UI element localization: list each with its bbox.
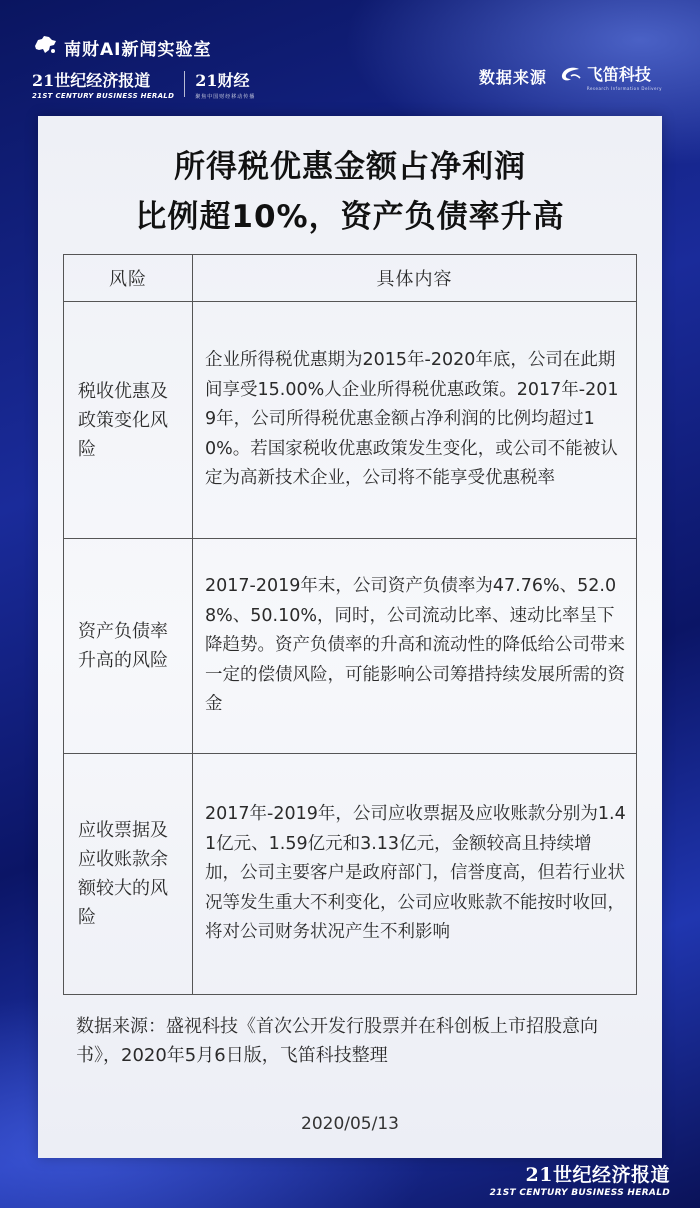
brand-21caijing-tag: 聚焦中国财经移动传播 — [195, 94, 256, 100]
source-note: 数据来源：盛视科技《首次公开发行股票并在科创板上市招股意向书》，2020年5月6日版，飞笛科技整理 — [76, 1016, 598, 1066]
footer-brand-cn: 21世纪经济报道 — [525, 1164, 670, 1186]
feidi-logo-icon — [559, 66, 583, 88]
lab-name: 南财AI新闻实验室 — [64, 39, 212, 60]
title-line-1: 所得税优惠金额占净利润 — [174, 149, 526, 185]
feidi-name-en: Research Information Delivery — [586, 86, 662, 91]
risk-content: 2017年-2019年，公司应收票据及应收账款分别为1.41亿元、1.59亿元和3.13亿元，金额较高且持续增加，公司主要客户是政府部门，信誉度高，但若行业状况等发生重大不利变化，公司应收账款不能按时收回，将对公司财务状况产生不利影响 — [193, 754, 637, 995]
risk-table — [63, 254, 637, 995]
risk-content: 企业所得税优惠期为2015年-2020年底，公司在此期间享受15.00%人企业所得税优惠政策。2017年-2019年，公司所得税优惠金额占净利润的比例均超过10%。若国家税收优惠政策发生变化，或公司不能被认定为高新技术企业，公司将不能享受优惠税率 — [193, 302, 637, 539]
brand-21cbh-cn: 21世纪经济报道 — [32, 71, 151, 90]
footer-brand-en: 21ST CENTURY BUSINESS HERALD — [489, 1188, 670, 1198]
risk-name: 资产负债率升高的风险 — [64, 539, 193, 754]
data-source-header — [479, 62, 662, 91]
header-branding — [32, 34, 255, 100]
footer-branding — [490, 1160, 670, 1198]
publish-date: 2020/05/13 — [301, 1114, 399, 1134]
brand-21caijing-cn: 21财经 — [195, 71, 250, 90]
brand-21caijing — [195, 68, 255, 100]
feidi-name: 飞笛科技 — [586, 65, 651, 84]
map-logo-icon — [32, 34, 58, 60]
table-row — [64, 539, 637, 754]
card-title — [38, 142, 662, 242]
title-line-2: 比例超10%，资产负债率升高 — [135, 199, 565, 235]
table-header-row — [64, 255, 637, 302]
table-row — [64, 754, 637, 995]
header-risk: 风险 — [64, 255, 193, 302]
table-row — [64, 302, 637, 539]
info-card — [38, 116, 662, 1158]
lab-brand — [32, 34, 255, 60]
source-label: 数据来源 — [478, 68, 547, 87]
header-divider — [184, 71, 185, 97]
risk-name: 应收票据及应收账款余额较大的风险 — [64, 754, 193, 995]
brand-21cbh — [32, 68, 174, 100]
risk-name: 税收优惠及政策变化风险 — [64, 302, 193, 539]
risk-content: 2017-2019年末，公司资产负债率为47.76%、52.08%、50.10%，同时，公司流动比率、速动比率呈下降趋势。资产负债率的升高和流动性的降低给公司带来一定的偿债风险，可能影响公司筹措持续发展所需的资金 — [193, 539, 637, 754]
header-content: 具体内容 — [193, 255, 637, 302]
feidi-logo — [559, 62, 662, 91]
brand-21cbh-en: 21ST CENTURY BUSINESS HERALD — [32, 92, 175, 100]
